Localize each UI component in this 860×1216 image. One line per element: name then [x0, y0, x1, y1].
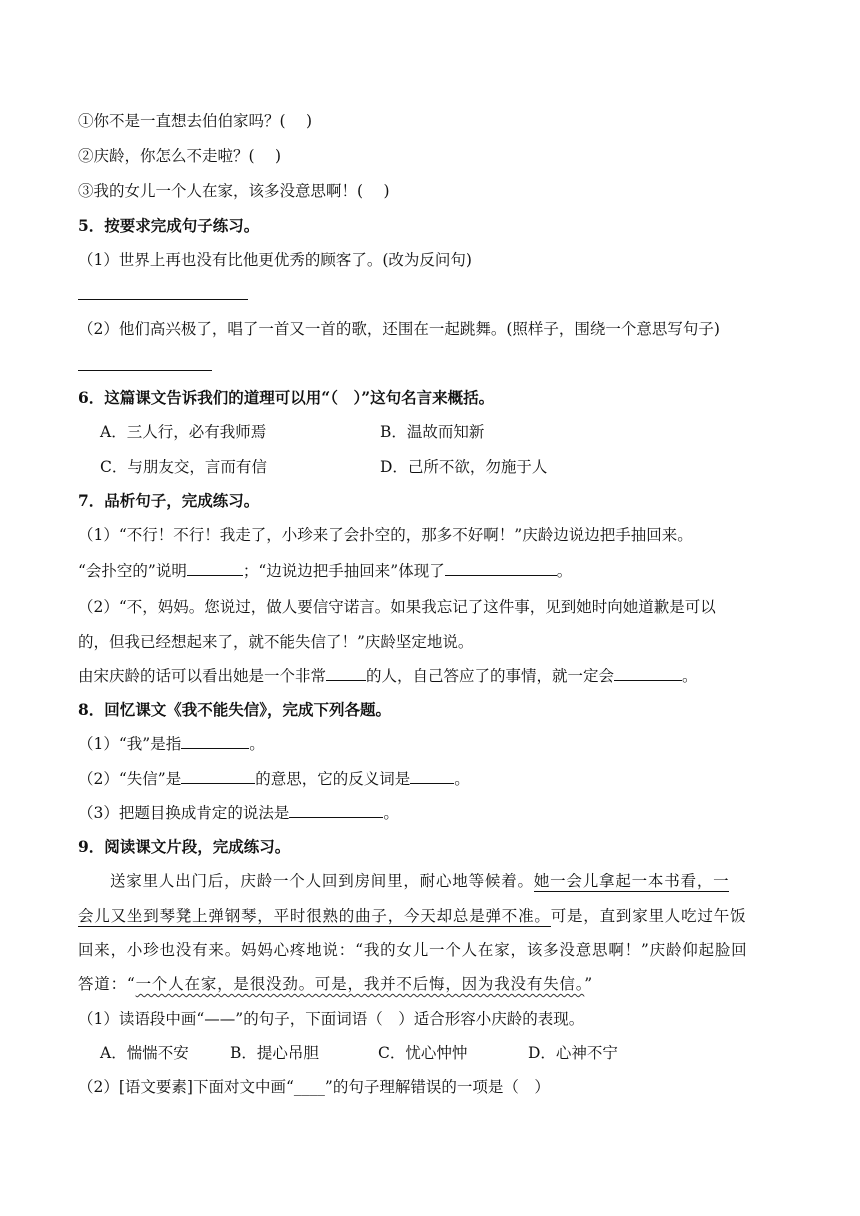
q7-blank-1[interactable]	[187, 560, 243, 576]
q7-title: 7．品析句子，完成练习。	[78, 491, 260, 510]
q8-q3-end: 。	[383, 804, 399, 822]
q6-option-d[interactable]: D．己所不欲，勿施于人	[380, 458, 548, 476]
q9-q2-end: ”的句子理解错误的一项是（ ）	[324, 1078, 550, 1096]
q4-item-3: ③我的女儿一个人在家，该多没意思啊！( )	[78, 182, 390, 200]
q9-passage-text: ”	[584, 975, 594, 993]
q6-option-a[interactable]: A．三人行，必有我师焉	[100, 423, 267, 441]
q7-blank-4[interactable]	[614, 665, 682, 681]
q8-q1-pre: （1）“我”是指	[78, 735, 182, 753]
q7-q1-mid: ；“边说边把手抽回来”体现了	[242, 562, 445, 580]
q4-item-1: ①你不是一直想去伯伯家吗？( )	[78, 112, 313, 130]
q8-question-1	[78, 733, 265, 755]
q8-q2-end: 。	[454, 770, 470, 788]
q7-sentence-1: （1）“不行！不行！我走了，小珍来了会扑空的，那多不好啊！”庆龄边说边把手抽回来。	[78, 526, 693, 544]
q9-question-2	[78, 1076, 550, 1098]
q9-passage-text: 答道：“	[78, 975, 136, 993]
q8-blank-4[interactable]	[289, 802, 383, 818]
q7-q1-end: 。	[556, 562, 573, 580]
q8-q1-end: 。	[249, 735, 265, 753]
q9-question-1: （1）读语段中画“——”的句子，下面词语（ ）适合形容小庆龄的表现。	[78, 1010, 585, 1028]
q8-q2-pre: （2）“失信”是	[78, 770, 182, 788]
q8-q2-mid: 的意思，它的反义词是	[255, 770, 411, 788]
q5-title: 5．按要求完成句子练习。	[78, 216, 260, 235]
q7-blank-2[interactable]	[445, 560, 557, 576]
q9-option-b[interactable]: B．提心吊胆	[230, 1044, 319, 1062]
q9-option-a[interactable]: A．惴惴不安	[100, 1044, 189, 1062]
q7-sentence-2b: 的，但我已经想起来了，就不能失信了！”庆龄坚定地说。	[78, 633, 474, 651]
q9-wavy-underlined-sentence: 一个人在家，是很没劲。可是，我并不后悔，因为我没有失信。	[135, 975, 585, 993]
q8-q3-pre: （3）把题目换成肯定的说法是	[78, 804, 290, 822]
q5-sentence-1: （1）世界上再也没有比他更优秀的顾客了。(改为反问句)	[78, 251, 472, 269]
q8-blank-3[interactable]	[410, 768, 454, 784]
q9-passage-line-4	[78, 973, 593, 995]
q9-underlined-sentence-cont: 会儿又坐到琴凳上弹钢琴，平时很熟的曲子，今天却总是弹不准。	[78, 907, 551, 925]
q9-title: 9．阅读课文片段，完成练习。	[78, 837, 291, 856]
q7-question-1	[78, 560, 572, 582]
q7-q1-pre: “会扑空的”说明	[78, 562, 187, 580]
q7-q2-pre: 由宋庆龄的话可以看出她是一个非常	[78, 667, 327, 685]
q9-passage-line-2	[78, 905, 746, 927]
q9-passage-line-3: 回来，小珍也没有来。妈妈心疼地说：“我的女儿一个人在家，该多没意思啊！”庆龄仰起脸回	[78, 941, 748, 959]
q7-q2-mid: 的人，自己答应了的事情，就一定会	[366, 667, 615, 685]
q4-item-2: ②庆龄，你怎么不走啦？( )	[78, 147, 282, 165]
q9-q2-mark: ____	[293, 1078, 325, 1096]
q5-answer-line-2[interactable]	[78, 370, 212, 371]
q7-blank-3[interactable]	[326, 665, 366, 681]
q8-title: 8．回忆课文《我不能失信》，完成下列各题。	[78, 700, 392, 719]
q7-question-2	[78, 665, 698, 687]
q9-passage-line-1	[110, 870, 729, 892]
q8-blank-2[interactable]	[181, 768, 255, 784]
q9-option-d[interactable]: D．心神不宁	[528, 1044, 618, 1062]
q6-option-c[interactable]: C．与朋友交，言而有信	[100, 458, 267, 476]
q9-option-c[interactable]: C．忧心忡忡	[378, 1044, 468, 1062]
q6-option-b[interactable]: B．温故而知新	[380, 423, 485, 441]
q8-question-2	[78, 768, 470, 790]
q9-q2-pre: （2）[语文要素]下面对文中画“	[78, 1078, 294, 1096]
q5-sentence-2: （2）他们高兴极了，唱了一首又一首的歌，还围在一起跳舞。(照样子，围绕一个意思写句子)	[78, 320, 720, 338]
q6-title: 6．这篇课文告诉我们的道理可以用“（ ）”这句名言来概括。	[78, 388, 495, 407]
q9-passage-text: 可是，直到家里人吃过午饭	[550, 907, 747, 925]
q7-sentence-2a: （2）“不，妈妈。您说过，做人要信守诺言。如果我忘记了这件事，见到她时向她道歉是可以	[78, 598, 716, 616]
q7-q2-end: 。	[682, 667, 698, 685]
q5-answer-line-1[interactable]	[78, 299, 248, 300]
q8-blank-1[interactable]	[181, 733, 249, 749]
q9-passage-text: 送家里人出门后，庆龄一个人回到房间里，耐心地等候着。	[110, 872, 534, 890]
q9-underlined-sentence: 她一会儿拿起一本书看，一	[533, 872, 730, 890]
q8-question-3	[78, 802, 399, 824]
